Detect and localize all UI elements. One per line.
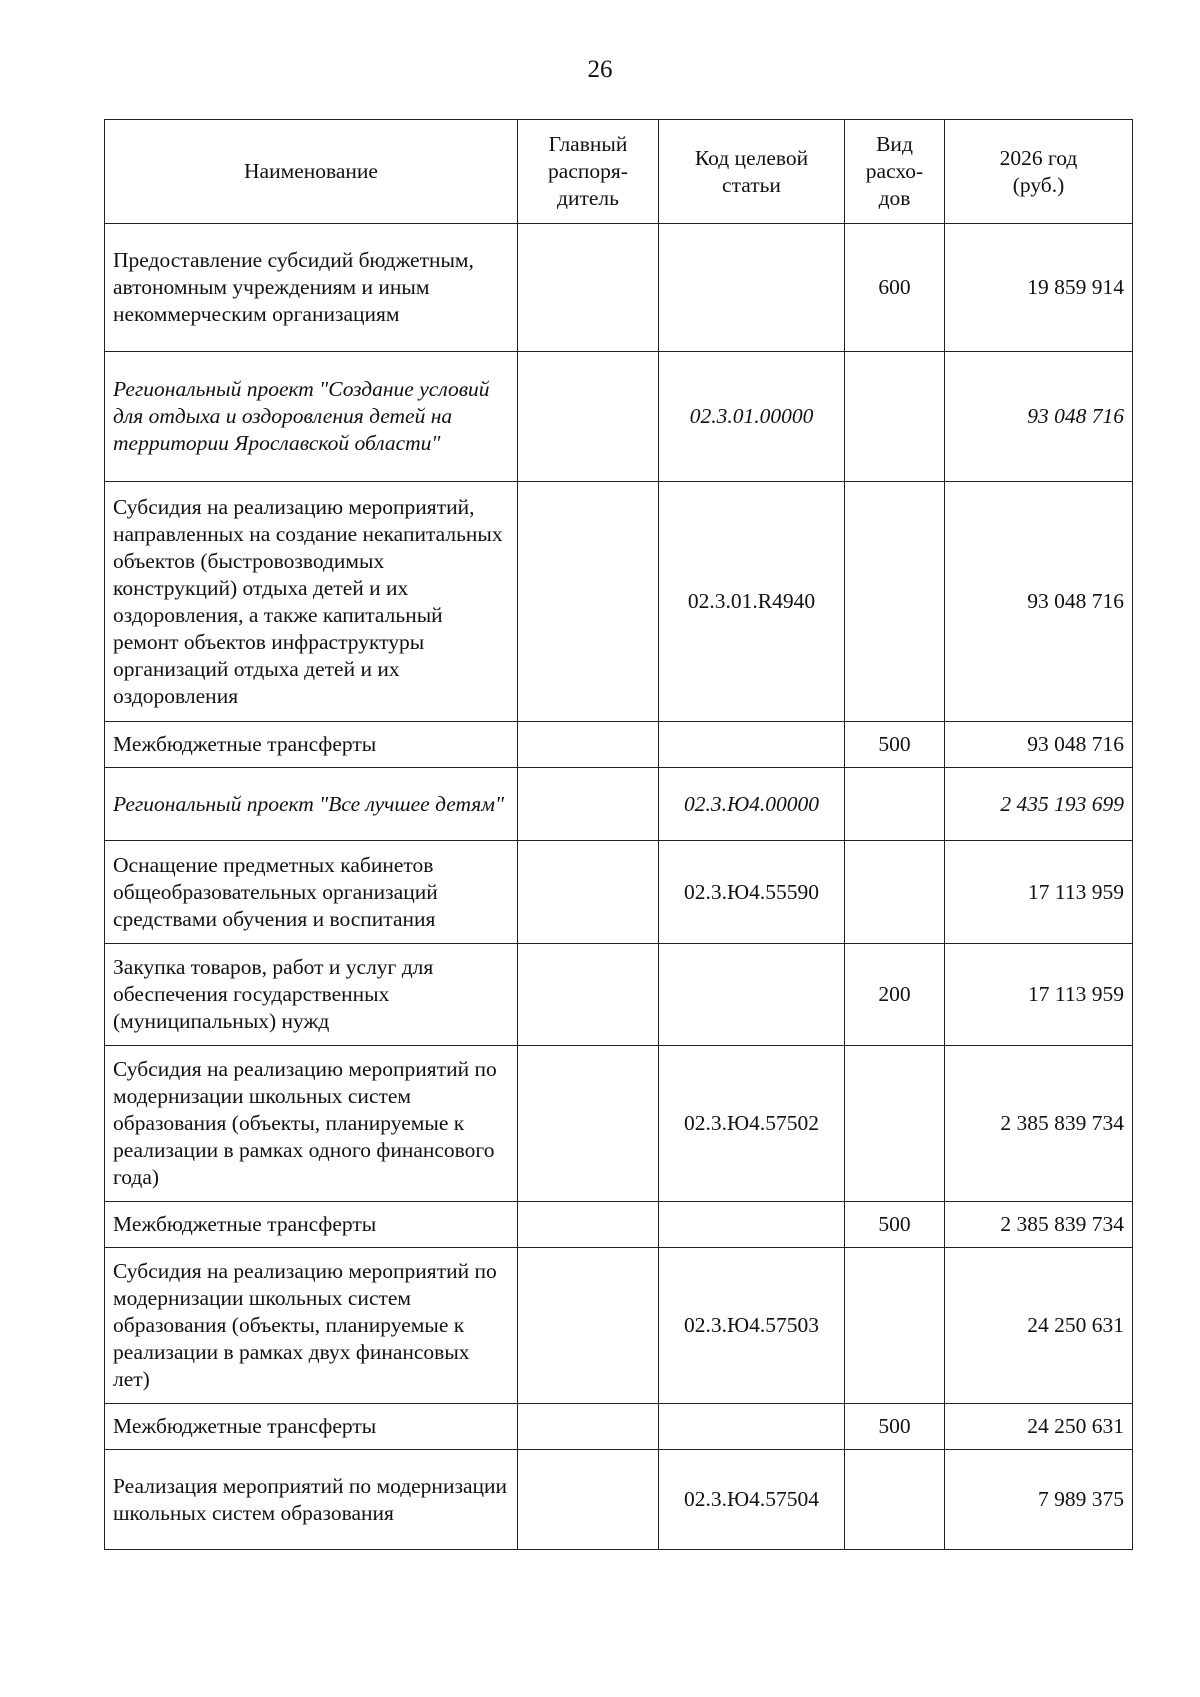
cell-vid [845, 482, 945, 722]
table-row [105, 1046, 1133, 1202]
header-vid-line: расхо- [865, 159, 924, 183]
cell-chief [518, 1046, 659, 1202]
cell-vid: 500 [845, 722, 945, 768]
cell-vid: 500 [845, 1404, 945, 1450]
cell-sum: 19 859 914 [945, 224, 1133, 352]
cell-name: Субсидия на реализацию мероприятий по модернизации школьных систем образования (объекты, планируемые к реализации в рамках двух финансовых лет) [105, 1248, 518, 1404]
table-row [105, 224, 1133, 352]
cell-name: Межбюджетные трансферты [105, 1202, 518, 1248]
cell-name: Реализация мероприятий по модернизации школьных систем образования [105, 1450, 518, 1550]
table-row [105, 722, 1133, 768]
header-sum-line: 2026 год [999, 145, 1078, 170]
header-chief-line: Главный [548, 132, 628, 156]
header-chief-line: дитель [557, 186, 619, 210]
header-vid-line: дов [878, 186, 911, 210]
cell-vid [845, 841, 945, 944]
cell-vid [845, 1450, 945, 1550]
cell-name: Межбюджетные трансферты [105, 1404, 518, 1450]
cell-sum: 24 250 631 [945, 1404, 1133, 1450]
table-row [105, 768, 1133, 841]
table-row [105, 482, 1133, 722]
header-vid [845, 120, 945, 224]
cell-vid [845, 1046, 945, 1202]
cell-code: 02.3.01.00000 [659, 352, 845, 482]
cell-name: Субсидия на реализацию мероприятий по модернизации школьных систем образования (объекты, планируемые к реализации в рамках одного финансового года) [105, 1046, 518, 1202]
cell-name: Межбюджетные трансферты [105, 722, 518, 768]
cell-code: 02.3.01.R4940 [659, 482, 845, 722]
cell-code [659, 944, 845, 1046]
cell-name: Закупка товаров, работ и услуг для обеспечения государственных (муниципальных) нужд [105, 944, 518, 1046]
budget-table [104, 119, 1133, 1550]
header-name-label: Наименование [244, 159, 378, 183]
header-sum [945, 120, 1133, 224]
cell-code: 02.3.Ю4.57502 [659, 1046, 845, 1202]
cell-name: Предоставление субсидий бюджетным, автономным учреждениям и иным некоммерческим организациям [105, 224, 518, 352]
header-sum-line: (руб.) [1012, 172, 1065, 197]
cell-chief [518, 1404, 659, 1450]
cell-code: 02.3.Ю4.55590 [659, 841, 845, 944]
cell-name: Региональный проект "Создание условий для отдыха и оздоровления детей на территории Ярославской области" [105, 352, 518, 482]
table-row [105, 944, 1133, 1046]
cell-chief [518, 1248, 659, 1404]
table-row [105, 1450, 1133, 1550]
header-code-line: статьи [722, 172, 781, 197]
cell-vid [845, 1248, 945, 1404]
header-name [105, 120, 518, 224]
cell-sum: 2 385 839 734 [945, 1046, 1133, 1202]
cell-code [659, 1202, 845, 1248]
cell-chief [518, 768, 659, 841]
cell-vid: 600 [845, 224, 945, 352]
header-chief [518, 120, 659, 224]
cell-name: Субсидия на реализацию мероприятий, направленных на создание некапитальных объектов (быстровозводимых конструкций) отдыха детей и их оздоровления, а также капитальный ремонт объектов инфраструктуры организаций отдыха детей и их оздоровления [105, 482, 518, 722]
cell-code [659, 722, 845, 768]
cell-chief [518, 944, 659, 1046]
cell-chief [518, 482, 659, 722]
cell-sum: 2 435 193 699 [945, 768, 1133, 841]
header-code-line: Код целевой [694, 145, 809, 170]
cell-sum: 7 989 375 [945, 1450, 1133, 1550]
header-vid-line: Вид [876, 132, 913, 156]
cell-sum: 24 250 631 [945, 1248, 1133, 1404]
cell-code: 02.3.Ю4.57504 [659, 1450, 845, 1550]
table-header-row [105, 120, 1133, 224]
cell-code: 02.3.Ю4.57503 [659, 1248, 845, 1404]
cell-sum: 2 385 839 734 [945, 1202, 1133, 1248]
table-row [105, 1248, 1133, 1404]
table-row [105, 1404, 1133, 1450]
cell-vid: 500 [845, 1202, 945, 1248]
cell-sum: 17 113 959 [945, 944, 1133, 1046]
cell-sum: 93 048 716 [945, 482, 1133, 722]
cell-name: Оснащение предметных кабинетов общеобразовательных организаций средствами обучения и воспитания [105, 841, 518, 944]
cell-chief [518, 722, 659, 768]
table-row [105, 1202, 1133, 1248]
cell-name: Региональный проект "Все лучшее детям" [105, 768, 518, 841]
table-row [105, 352, 1133, 482]
cell-chief [518, 224, 659, 352]
cell-chief [518, 1450, 659, 1550]
table-row [105, 841, 1133, 944]
cell-vid [845, 352, 945, 482]
cell-vid [845, 768, 945, 841]
cell-code: 02.3.Ю4.00000 [659, 768, 845, 841]
cell-sum: 93 048 716 [945, 722, 1133, 768]
cell-vid: 200 [845, 944, 945, 1046]
cell-chief [518, 352, 659, 482]
cell-sum: 93 048 716 [945, 352, 1133, 482]
header-chief-line: распоря- [548, 159, 628, 183]
cell-chief [518, 841, 659, 944]
cell-code [659, 224, 845, 352]
cell-code [659, 1404, 845, 1450]
cell-sum: 17 113 959 [945, 841, 1133, 944]
header-code [659, 120, 845, 224]
page-number: 26 [587, 56, 613, 83]
cell-chief [518, 1202, 659, 1248]
